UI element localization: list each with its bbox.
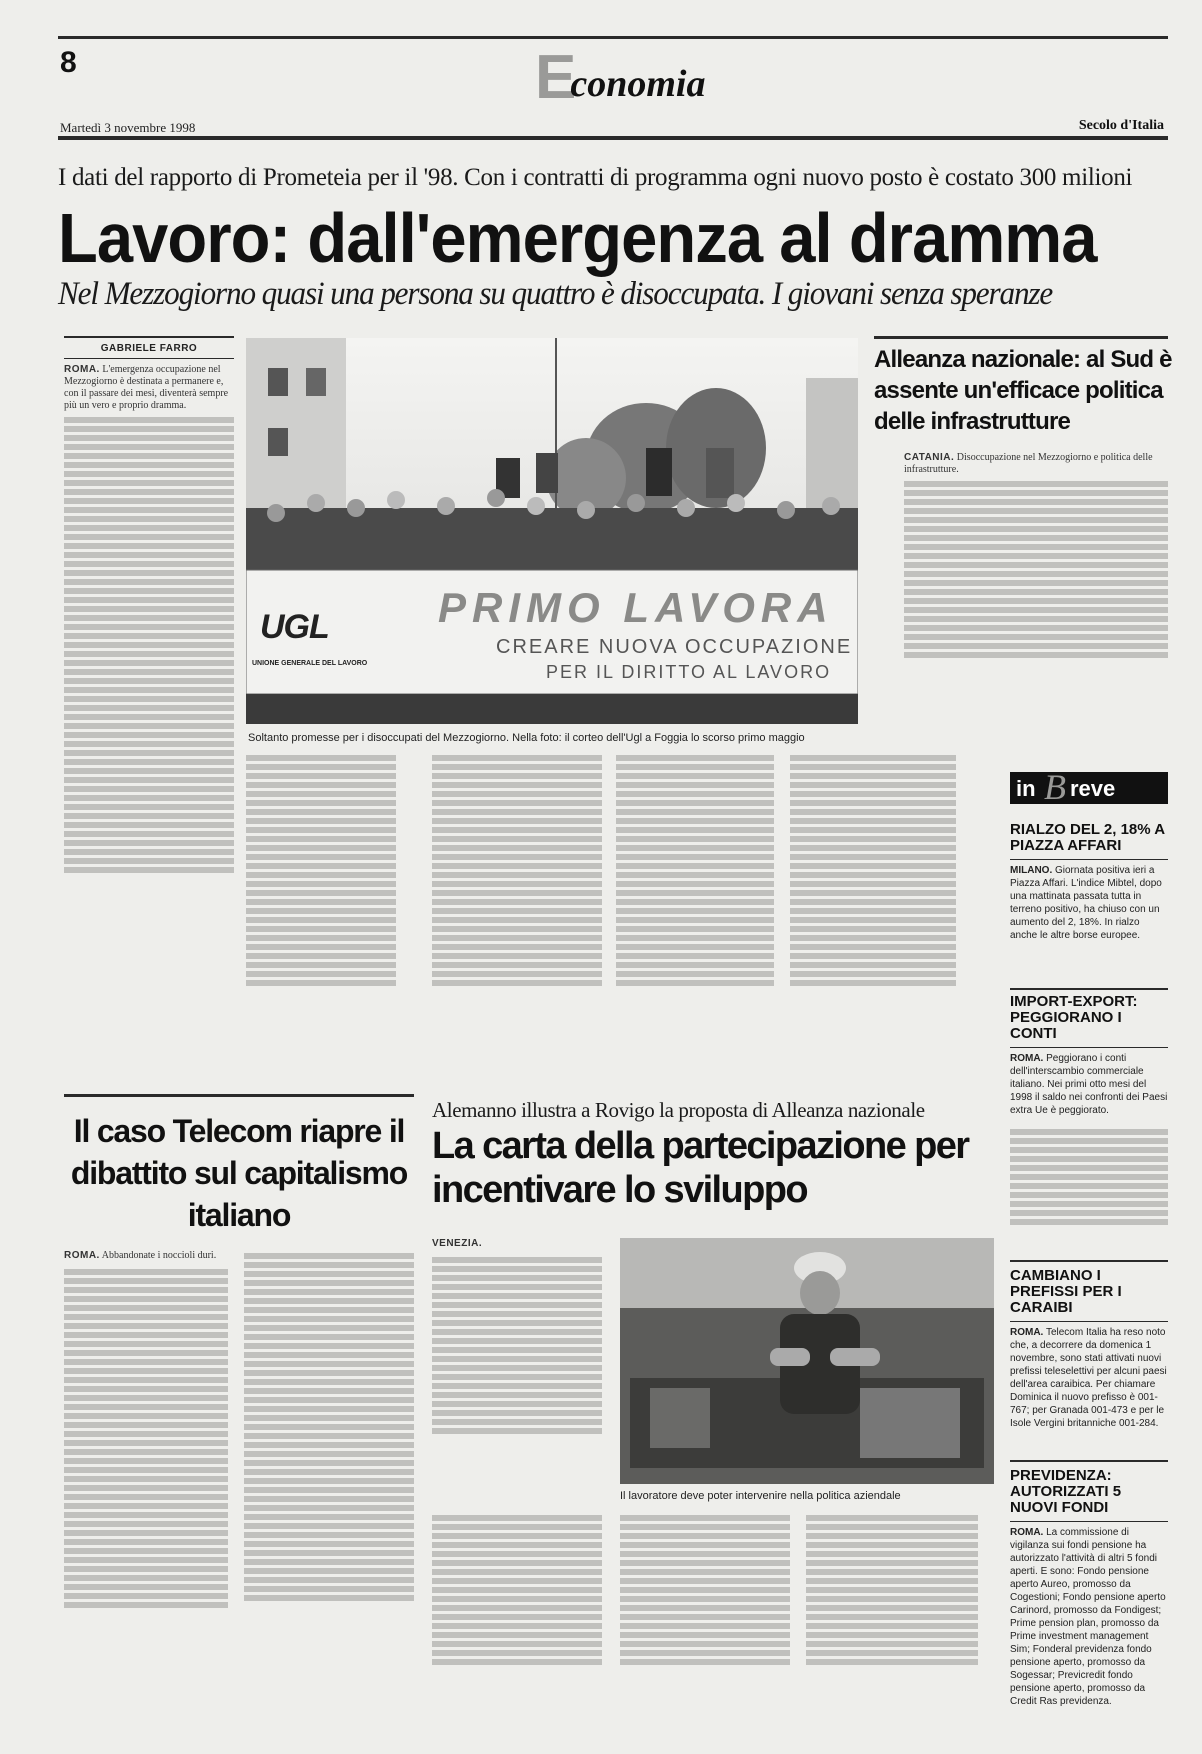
byline-rule — [64, 336, 234, 338]
an-body-col1 — [432, 1254, 602, 1502]
in-breve-rest: reve — [1070, 776, 1116, 801]
side-dateline: CATANIA. — [904, 452, 955, 463]
brief-2 — [1010, 994, 1168, 1117]
section-initial: E — [535, 43, 577, 112]
telecom-dateline: ROMA. — [64, 1250, 100, 1261]
main-body-col5 — [790, 752, 956, 1070]
in-breve-in: in — [1016, 776, 1036, 801]
main-kicker: I dati del rapporto di Prometeia per il '98. Con i contratti di programma ogni nuovo posto è costato 300 milioni — [58, 164, 1133, 191]
byline-rule-bottom — [64, 358, 234, 359]
brief-1-body: Giornata positiva ieri a Piazza Affari. L'indice Mibtel, dopo una mattinata passata tutta in terreno positivo, ha chiuso con un aumento del 2, 18%. In rialzo anche le altre borse europee. — [1010, 865, 1162, 941]
brief-4-dateline: ROMA. — [1010, 1527, 1044, 1538]
main-lead-text: L'emergenza occupazione nel Mezzogiorno è destinata a permanere e, con il passare dei mesi, diventerà sempre più un vero e proprio dramma. — [64, 364, 229, 411]
brief-2-dateline: ROMA. — [1010, 1053, 1044, 1064]
brief-4-title: PREVIDENZA: AUTORIZZATI 5 NUOVI FONDI — [1010, 1467, 1122, 1516]
main-body-col3 — [432, 752, 602, 1070]
main-headline: Lavoro: dall'emergenza al dramma — [58, 199, 1097, 277]
masthead-rule — [58, 136, 1168, 140]
brief-4-text — [1010, 1526, 1168, 1708]
an-kicker: Alemanno illustra a Rovigo la proposta di Alleanza nazionale — [432, 1098, 925, 1122]
an-dateline: VENEZIA. — [432, 1238, 483, 1249]
side-body — [904, 478, 1168, 718]
brief-1 — [1010, 822, 1168, 942]
main-subheadline: Nel Mezzogiorno quasi una persona su quattro è disoccupata. I giovani senza speranze — [58, 276, 1053, 312]
brief-2-title: IMPORT-EXPORT: PEGGIORANO I CONTI — [1010, 993, 1138, 1042]
worker-photo-graphic — [620, 1238, 994, 1484]
brief-1-dateline: MILANO. — [1010, 865, 1053, 876]
brief-3-rule — [1010, 1321, 1168, 1322]
worker-photo — [620, 1238, 994, 1484]
banner-line1: CREARE NUOVA OCCUPAZIONE — [496, 636, 853, 658]
page-number: 8 — [60, 46, 77, 79]
an-body-col3 — [806, 1512, 978, 1724]
brief-3-body: Telecom Italia ha reso noto che, a decorrere da domenica 1 novembre, sono stati attivati nuovi prefissi teleselettivi per alcuni paesi dell'area caraibica. Per chiamare Dominica il nuovo prefisso è 001-767; per Granada 001-473 e per le Isole Vergini britanniche 001-284. — [1010, 1327, 1167, 1429]
telecom-body-col1 — [64, 1266, 228, 1724]
an-lead — [432, 1238, 602, 1250]
newspaper-name: Secolo d'Italia — [1078, 118, 1164, 133]
main-photo — [246, 338, 858, 724]
telecom-lead-text: Abbandonate i noccioli duri. — [101, 1250, 217, 1261]
section-title — [535, 43, 711, 112]
section-name: conomia — [570, 63, 706, 105]
telecom-headline: Il caso Telecom riapre il dibattito sul capitalismo italiano — [70, 1113, 408, 1233]
side-headline: Alleanza nazionale: al Sud è assente un'efficace politica delle infrastrutture — [874, 346, 1172, 435]
telecom-lead — [64, 1250, 228, 1262]
brief-divider-1 — [1010, 988, 1168, 990]
brief-1-text — [1010, 864, 1168, 942]
side-lead-text: Disoccupazione nel Mezzogiorno e politica delle infrastrutture. — [904, 452, 1153, 475]
in-breve-initial: B — [1044, 767, 1066, 807]
side-lead — [904, 452, 1168, 476]
banner-union: UNIONE GENERALE DEL LAVORO — [252, 660, 368, 667]
telecom-rule — [64, 1094, 414, 1097]
an-body-col1b — [432, 1512, 602, 1724]
brief-4-body: La commissione di vigilanza sui fondi pensione ha autorizzato l'attività di altri 5 fondi aperti. E sono: Fondo pensione aperto Aureo, promosso da Cogestioni; Fondo pensione aperto Carinord, promosso da Fondigest; Prime pension plan, promosso da Prime investment management Sim; Fonderal previdenza fondo pensione aperto, promosso da Sogessar; Previcredit fondo pensione aperto, promosso da Credit Ras previdenza. — [1010, 1527, 1166, 1707]
byline: GABRIELE FARRO — [100, 343, 198, 354]
top-rule — [58, 36, 1168, 39]
brief-4-rule — [1010, 1521, 1168, 1522]
brief-3-text — [1010, 1326, 1168, 1430]
main-body-col2 — [246, 752, 396, 1070]
brief-2-body: Peggiorano i conti dell'interscambio commerciale italiano. Nei primi otto mesi del 1998 il saldo nei confronti dei Paesi extra Ue è peggiorato. — [1010, 1053, 1168, 1116]
brief-4 — [1010, 1468, 1168, 1708]
side-rule — [874, 336, 1168, 339]
brief-3-title: CAMBIANO I PREFISSI PER I CARAIBI — [1010, 1267, 1122, 1316]
issue-date: Martedì 3 novembre 1998 — [60, 120, 196, 135]
banner-line2: PER IL DIRITTO AL LAVORO — [546, 662, 832, 682]
brief-1-rule — [1010, 859, 1168, 860]
main-lead — [64, 364, 234, 412]
main-dateline: ROMA. — [64, 364, 100, 375]
banner-title: PRIMO LAVORA — [438, 584, 834, 631]
main-body-col1 — [64, 414, 234, 1032]
main-body-col4 — [616, 752, 774, 1070]
worker-photo-caption: Il lavoratore deve poter intervenire nella politica aziendale — [620, 1490, 901, 1502]
brief-2-text — [1010, 1052, 1168, 1117]
in-breve-label — [1010, 767, 1168, 807]
an-headline: La carta della partecipazione per incentivare lo sviluppo — [432, 1125, 969, 1211]
brief-3-dateline: ROMA. — [1010, 1327, 1044, 1338]
brief-divider-3 — [1010, 1460, 1168, 1462]
brief-3 — [1010, 1268, 1168, 1430]
main-photo-caption: Soltanto promesse per i disoccupati del Mezzogiorno. Nella foto: il corteo dell'Ugl a Foggia lo scorso primo maggio — [248, 732, 805, 744]
telecom-body-col2 — [244, 1250, 414, 1724]
brief-divider-2 — [1010, 1260, 1168, 1262]
brief-2-more — [1010, 1126, 1168, 1266]
banner-logo: UGL — [260, 608, 329, 646]
brief-2-rule — [1010, 1047, 1168, 1048]
brief-1-title: RIALZO DEL 2, 18% A PIAZZA AFFARI — [1010, 821, 1165, 854]
an-body-col2 — [620, 1512, 790, 1724]
